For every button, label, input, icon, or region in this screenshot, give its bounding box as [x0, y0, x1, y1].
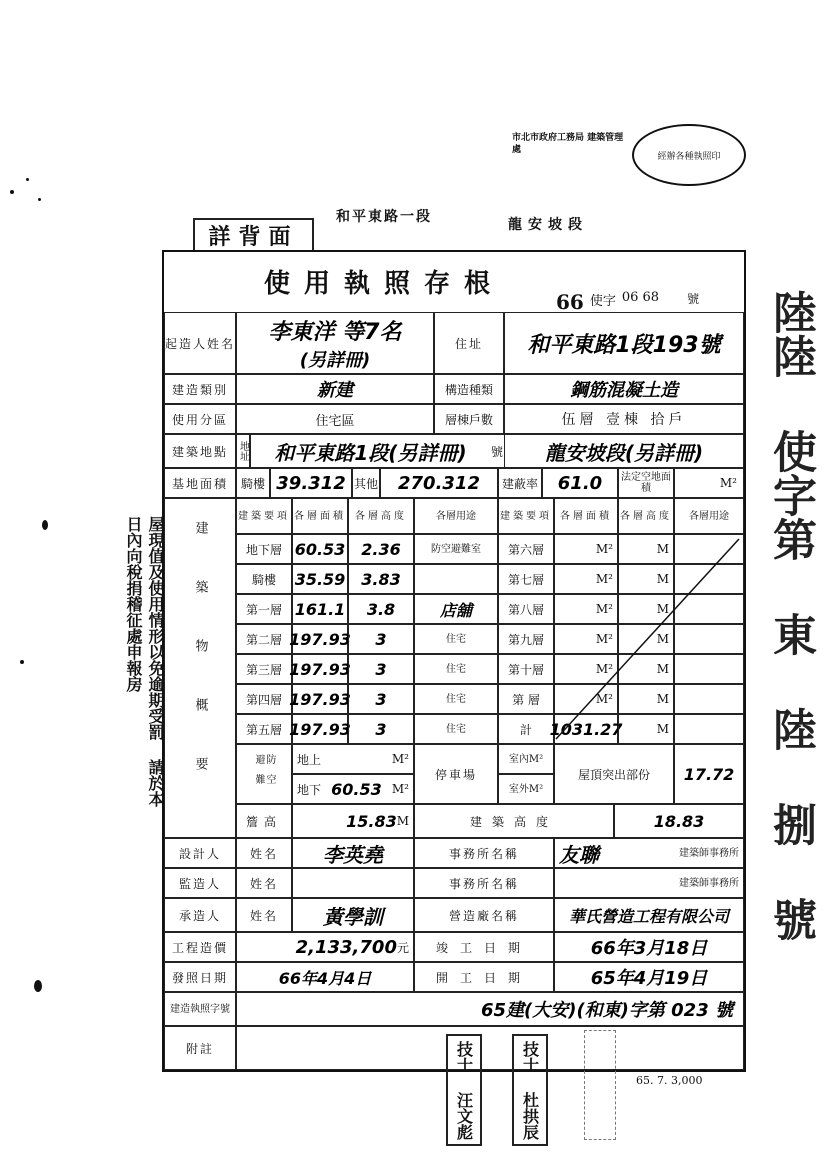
open-space-label: 法定空地面積	[618, 468, 674, 498]
total-area: 1031.27	[554, 714, 618, 744]
zone-value: 住宅區	[236, 404, 434, 434]
eave-label: 簷高	[236, 804, 292, 838]
site-lot: 龍安坡段(另詳冊)	[504, 434, 744, 468]
permit-label: 建造執照字號	[164, 992, 236, 1026]
scan-speck	[42, 520, 48, 530]
floor-name: 第十層	[498, 654, 554, 684]
supervisor-label: 監造人	[164, 868, 236, 898]
col-item-right: 建築要項	[498, 498, 554, 534]
stamp-ring: 經辦各種執照印	[632, 124, 746, 186]
floor-height-unit: M	[618, 534, 674, 564]
building-label: 建築物概要	[164, 498, 236, 838]
address-label: 住址	[434, 312, 504, 374]
supervisor-office-suffix: 建築師事務所	[554, 868, 744, 898]
arcade-label: 騎樓	[236, 468, 270, 498]
floor-height: 3.83	[348, 564, 414, 594]
below-row	[292, 774, 414, 804]
col-item-left: 建築要項	[236, 498, 292, 534]
company-label: 營造廠名稱	[414, 898, 554, 932]
cost-value: 2,133,700	[295, 936, 397, 958]
floor-area-unit: M²	[554, 534, 618, 564]
floor-height-unit: M	[618, 684, 674, 714]
floor-name: 第 層	[498, 684, 554, 714]
eave-cell	[292, 804, 414, 838]
scan-speck	[38, 198, 41, 201]
cert-suffix: 號	[687, 292, 700, 306]
other-area: 270.312	[380, 468, 498, 498]
supervisor-name	[292, 868, 414, 898]
floor-height-unit: M	[618, 714, 674, 744]
left-note: 屋現值及使用情形以免逾期受罰 請於本日內向稅捐稽征處申報房	[124, 516, 165, 807]
notes-label: 附註	[164, 1026, 236, 1070]
above-unit: M²	[391, 752, 409, 766]
issue-label: 發照日期	[164, 962, 236, 992]
col-use-left: 各層用途	[414, 498, 498, 534]
floor-name: 地下層	[236, 534, 292, 564]
floor-use: 店舖	[414, 594, 498, 624]
form-title: 使用執照存根	[264, 268, 505, 299]
eave-value: 15.83	[346, 811, 397, 831]
site-address: 和平東路1段(另詳冊)	[250, 434, 490, 468]
right-margin-stamp: 陸陸 使字第 東 陸 捌 號	[765, 290, 816, 941]
roof-label: 屋頂突出部份	[554, 744, 674, 804]
floors-value: 伍層 壹棟 拾戶	[504, 404, 744, 434]
roof-value: 17.72	[674, 744, 744, 804]
floor-area-unit: M²	[554, 624, 618, 654]
coverage-value: 61.0	[542, 468, 618, 498]
strike-line	[554, 534, 744, 744]
road-name: 和平東路一段	[336, 209, 432, 225]
above-row	[292, 744, 414, 774]
floor-height: 3.8	[348, 594, 414, 624]
builder-name: 李東洋 等7名	[268, 319, 402, 345]
address-value: 和平東路1段193號	[504, 312, 744, 374]
floor-area-unit: M²	[554, 564, 618, 594]
floor-use: 住宅	[414, 714, 498, 744]
floor-area: 161.1	[292, 594, 348, 624]
contractor-name: 黃學訓	[292, 898, 414, 932]
indoor-row	[498, 744, 554, 774]
outdoor-unit: M²	[528, 783, 544, 795]
issue-date: 66年4月4日	[236, 962, 414, 992]
builder-name-cell	[236, 312, 434, 374]
cost-label: 工程造價	[164, 932, 236, 962]
parking-label: 停車場	[414, 744, 498, 804]
floor-area: 197.93	[292, 684, 348, 714]
floor-area-unit: M²	[554, 684, 618, 714]
scan-speck	[26, 178, 29, 181]
start-label: 開工日期	[414, 962, 554, 992]
detail-back-label: 詳背面	[193, 218, 314, 252]
arcade-area: 39.312	[270, 468, 352, 498]
floor-height: 3	[348, 654, 414, 684]
floor-name: 第九層	[498, 624, 554, 654]
site-sub: 地址	[236, 434, 250, 468]
outdoor-label: 室外	[508, 783, 529, 795]
supervisor-name-label: 姓名	[236, 868, 292, 898]
contractor-company: 華氏營造工程有限公司	[554, 898, 744, 932]
col-use-right: 各層用途	[674, 498, 744, 534]
floor-use: 住宅	[414, 624, 498, 654]
cost-unit: 元	[396, 940, 409, 955]
section-name: 龍安坡段	[508, 217, 588, 233]
designer-office-cell	[554, 838, 744, 868]
below-unit: M²	[391, 782, 409, 796]
cert-number	[556, 290, 699, 314]
cert-char: 使字	[589, 294, 616, 309]
floor-height-unit: M	[618, 624, 674, 654]
floor-area: 197.93	[292, 654, 348, 684]
above-label: 地上	[297, 752, 322, 767]
tech-stamp-2: 技士 杜拱辰	[512, 1034, 548, 1146]
total-label: 計	[498, 714, 554, 744]
area-label: 基地面積	[164, 468, 236, 498]
floor-area-unit: M²	[554, 594, 618, 624]
floor-name: 第四層	[236, 684, 292, 714]
bld-height-value: 18.83	[614, 804, 744, 838]
floor-name: 第五層	[236, 714, 292, 744]
col-area-left: 各層面積	[292, 498, 348, 534]
coverage-label: 建蔽率	[498, 468, 542, 498]
completion-date: 66年3月18日	[554, 932, 744, 962]
scan-speck	[34, 980, 42, 992]
floor-area: 35.59	[292, 564, 348, 594]
floor-name: 第一層	[236, 594, 292, 624]
eave-unit: M	[396, 814, 409, 828]
civil-defense-label: 防空避難	[236, 744, 292, 804]
builder-note: (另詳冊)	[299, 349, 371, 371]
floors-label: 層棟戶數	[434, 404, 504, 434]
floor-use: 住宅	[414, 684, 498, 714]
floor-height-unit: M	[618, 564, 674, 594]
floor-area: 197.93	[292, 624, 348, 654]
start-date: 65年4月19日	[554, 962, 744, 992]
site-no-label: 號	[490, 434, 504, 468]
other-label: 其他	[352, 468, 380, 498]
floor-name: 第七層	[498, 564, 554, 594]
floor-height: 3	[348, 624, 414, 654]
designer-office-label: 事務所名稱	[414, 838, 554, 868]
cert-prefix: 66	[556, 290, 584, 314]
floor-name: 第六層	[498, 534, 554, 564]
floor-height-unit: M	[618, 654, 674, 684]
scan-speck	[10, 190, 14, 194]
tech-stamp-1: 技士 汪文彪	[446, 1034, 482, 1146]
floor-area-unit: M²	[554, 654, 618, 684]
stamp-top: 市北市政府工務局 建築管理處	[512, 133, 624, 155]
floor-height: 2.36	[348, 534, 414, 564]
builder-label: 起造人姓名	[164, 312, 236, 374]
col-height-right: 各層高度	[618, 498, 674, 534]
type-label: 建造類別	[164, 374, 236, 404]
cert-no: 06 68	[621, 290, 660, 305]
floor-use: 住宅	[414, 654, 498, 684]
designer-name-label: 姓名	[236, 838, 292, 868]
designer-office: 友聯	[559, 842, 599, 867]
contractor-label: 承造人	[164, 898, 236, 932]
floor-name: 第三層	[236, 654, 292, 684]
col-area-right: 各層面積	[554, 498, 618, 534]
floor-use: 防空避難室	[414, 534, 498, 564]
floor-use	[414, 564, 498, 594]
structure-value: 鋼筋混凝土造	[504, 374, 744, 404]
designer-office-suffix: 建築師事務所	[679, 847, 739, 859]
outdoor-row	[498, 774, 554, 804]
supervisor-office-label: 事務所名稱	[414, 868, 554, 898]
floor-name: 第二層	[236, 624, 292, 654]
completion-label: 竣工日期	[414, 932, 554, 962]
license-form	[162, 250, 746, 1072]
below-value: 60.53	[331, 779, 382, 799]
floor-name: 第八層	[498, 594, 554, 624]
below-label: 地下	[297, 782, 322, 797]
bld-height-label: 建築高度	[414, 804, 614, 838]
open-space-unit: M²	[674, 468, 744, 498]
designer-name: 李英堯	[292, 838, 414, 868]
permit-value: 65建(大安)(和東)字第 023 號	[236, 992, 744, 1026]
faint-stamp	[584, 1030, 616, 1140]
notes-value	[236, 1026, 744, 1070]
type-value: 新建	[236, 374, 434, 404]
site-label: 建築地點	[164, 434, 236, 468]
zone-label: 使用分區	[164, 404, 236, 434]
floor-area: 60.53	[292, 534, 348, 564]
floor-height: 3	[348, 714, 414, 744]
floor-height: 3	[348, 684, 414, 714]
floor-name: 騎樓	[236, 564, 292, 594]
floor-height-unit: M	[618, 594, 674, 624]
cost-cell	[236, 932, 414, 962]
contractor-name-label: 姓名	[236, 898, 292, 932]
footer-code: 65. 7. 3,000	[636, 1074, 703, 1087]
designer-label: 設計人	[164, 838, 236, 868]
col-height-left: 各層高度	[348, 498, 414, 534]
indoor-label: 室內	[508, 753, 529, 765]
structure-label: 構造種類	[434, 374, 504, 404]
floor-area: 197.93	[292, 714, 348, 744]
scan-speck	[20, 660, 24, 664]
indoor-unit: M²	[528, 753, 544, 765]
